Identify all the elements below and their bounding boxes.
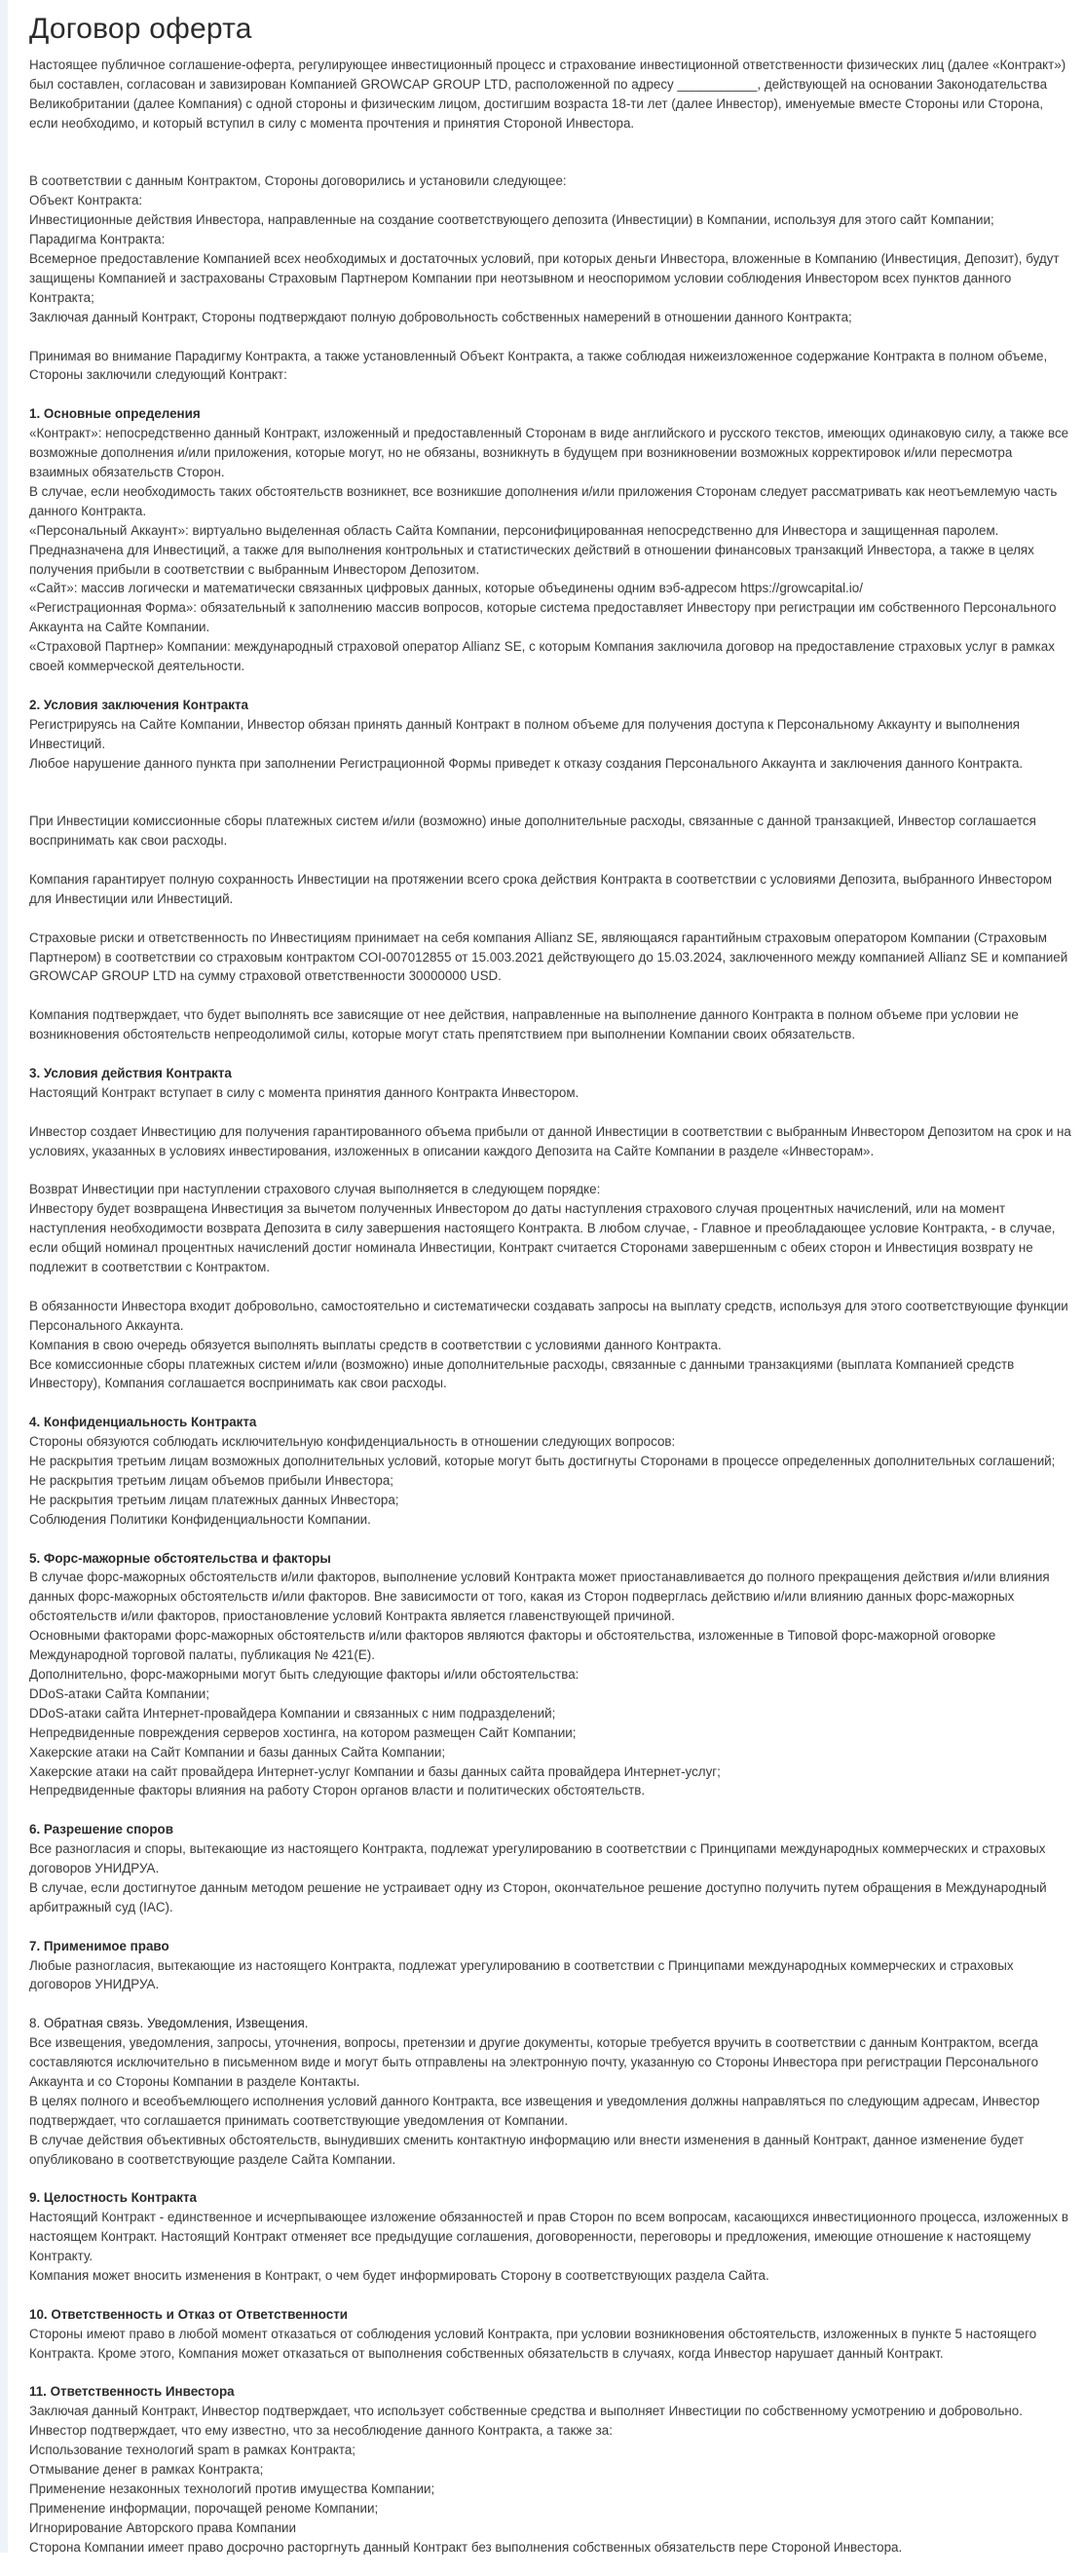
section-heading: 1. Основные определения [29, 406, 201, 422]
section-paragraph: Не раскрытия третьим лицам объемов прибыли Инвестора; [29, 1472, 394, 1488]
spacer [29, 385, 1071, 404]
section-1 [29, 404, 1071, 696]
spacer [29, 2170, 1071, 2189]
section-heading: 5. Форс-мажорные обстоятельства и факторы [29, 1550, 331, 1566]
section-heading: 8. Обратная связь. Уведомления, Извещения. [29, 2016, 309, 2031]
spacer [29, 1800, 1071, 1820]
preamble-line: В соответствии с данным Контрактом, Стороны договорились и установили следующее: [29, 173, 567, 189]
section-paragraph: Компания может вносить изменения в Контракт, о чем будет информировать Сторону в соответствующих раздела Сайта. [29, 2268, 769, 2284]
section-paragraph: Настоящий Контракт вступает в силу с момента принятия данного Контракта Инвестором. [29, 1084, 579, 1100]
section-paragraph: Все разногласия и споры, вытекающие из настоящего Контракта, подлежат урегулированию в соответствии с Принципами международных коммерческих и страховых договоров УНИДРУА. [29, 1841, 1046, 1876]
section-paragraph: Возврат Инвестиции при наступлении страхового случая выполняется в следующем порядке: [29, 1182, 601, 1197]
section-paragraph: Регистрируясь на Сайте Компании, Инвестор обязан принять данный Контракт в полном объеме для получения доступа к Персональному Аккаунту и выполнения Инвестиций. [29, 716, 1020, 751]
section-paragraph: Не раскрытия третьим лицам платежных данных Инвестора; [29, 1492, 399, 1507]
section-paragraph: Не раскрытия третьим лицам возможных дополнительных условий, которые могут быть достигнуты Сторонами в процессе определенных дополнительных соглашений; [29, 1454, 1056, 1469]
section-paragraph: DDoS-атаки сайта Интернет-провайдера Компании и связанных с ним подразделений; [29, 1705, 556, 1721]
preamble-line: Парадигма Контракта: [29, 232, 166, 247]
section-7 [29, 1937, 1071, 2015]
section-paragraph: Все комиссионные сборы платежных систем и/или (возможно) иные дополнительные расходы, связанные с данными транзакциями (выплата Компанией средств Инвестору), Компания соглашается воспринимать как свои расходы. [29, 1356, 1015, 1391]
section-heading: 10. Ответственность и Отказ от Ответственности [29, 2306, 349, 2322]
section-paragraph: Любое нарушение данного пункта при заполнении Регистрационной Формы приведет к отказу создания Персонального Аккаунта и заключения данного Контракта. [29, 755, 1024, 771]
section-paragraph: Применение незаконных технологий против имущества Компании; [29, 2481, 435, 2496]
section-8 [29, 2014, 1071, 2188]
preamble-line: Всемерное предоставление Компанией всех необходимых и достаточных условий, при которых деньги Инвестора, вложенные в Компанию (Инвестиция, Депозит), будут защищены Компанией и застрахованы Страховым Партнером Компании при неотзывном и неоспоримом условии соблюдения Инвестором всех пунктов данного Контракта; [29, 251, 1060, 305]
section-paragraph: «Страховой Партнер» Компании: международный страховой оператор Allianz SE, с которым Компания заключила договор на предоставление страховых услуг в рамках своей коммерческой деятельности. [29, 639, 1055, 674]
section-paragraph: В случае действия объективных обстоятельств, вынудивших сменить контактную информацию или внести изменения в данный Контракт, данное изменение будет опубликовано в соответствующие разделе Сайта Компании. [29, 2132, 1025, 2167]
spacer [29, 1530, 1071, 1549]
section-heading: 4. Конфиденциальность Контракта [29, 1415, 257, 1430]
section-heading: 9. Целостность Контракта [29, 2190, 197, 2206]
intro-paragraph: Настоящее публичное соглашение-оферта, регулирующее инвестиционный процесс и страхование инвестиционной ответственности физических лиц (далее «Контракт») был составлен, согласован и завизирован Компанией GROWCAP GROUP LTD, расположенной по адресу ___________, действующей на основании Законодательства Великобритании (далее Компания) с одной стороны и физическим лицом, достигшим возраста 18-ти лет (далее Инвестор), именуемые вместе Стороны или Сторона, если необходимо, и который вступил в силу с момента прочтения и принятия Стороной Инвестора. [29, 57, 1066, 131]
section-paragraph: DDoS-атаки Сайта Компании; [29, 1686, 209, 1701]
spacer [29, 133, 1071, 172]
section-paragraph: Отмывание денег в рамках Контракта; [29, 2462, 264, 2478]
section-paragraph: В целях полного и всеобъемлющего исполнения условий данного Контракта, все извещения и уведомления должны направляться по следующим адресам, Инвестор подтверждает, что соглашается принимать соответствующие уведомления от Компании. [29, 2093, 1040, 2128]
section-paragraph: При Инвестиции комиссионные сборы платежных систем и/или (возможно) иные дополнительные расходы, связанные с данной транзакцией, Инвестор соглашается воспринимать как свои расходы. [29, 814, 1036, 849]
spacer [29, 2557, 1071, 2576]
section-paragraph: «Контракт»: непосредственно данный Контракт, изложенный и предоставленный Сторонам в виде английского и русского текстов, имеющих одинаковую силу, а также все возможные дополнения и/или приложения, которые могут, но не обязаны, возникнуть в будущем при возникновении возможных корректировок и/или пересмотра взаимных обязательств Сторон. [29, 426, 1069, 479]
spacer [29, 1103, 1071, 1122]
spacer [29, 1160, 1071, 1180]
section-paragraph: Страховые риски и ответственность по Инвестициям принимает на себя компания Allianz SE, являющаяся гарантийным страховым оператором Компании (Страховым Партнером) в соответствии со страховым контрактом COI-007012855 от 15.003.2021 действующего до 15.03.2024, заключенного между компанией Allianz SE и компанией GROWCAP GROUP LTD на сумму страховой ответственности 30000000 USD. [29, 929, 1068, 984]
section-5 [29, 1549, 1071, 1821]
section-paragraph: Любые разногласия, вытекающие из настоящего Контракта, подлежат урегулированию в соответствии с Принципами международных коммерческих и страховых договоров УНИДРУА. [29, 1957, 1014, 1992]
section-paragraph: Соблюдения Политики Конфиденциальности Компании. [29, 1511, 371, 1527]
spacer [29, 1393, 1071, 1413]
section-paragraph: Хакерские атаки на сайт провайдера Интернет-услуг Компании и базы данных сайта провайдера Интернет-услуг; [29, 1763, 721, 1779]
section-paragraph: Стороны обязуются соблюдать исключительную конфиденциальность в отношении следующих вопросов: [29, 1434, 676, 1450]
section-11 [29, 2382, 1071, 2576]
section-paragraph: Стороны имеют право в любой момент отказаться от соблюдения условий Контракта, при условии возникновения обстоятельств, изложенных в пункте 5 настоящего Контракта. Кроме этого, Компания может отказаться от выполнения собственных обязательств в случаях, когда Инвестор нарушает данный Контракт. [29, 2326, 1037, 2361]
section-paragraph: Основными факторами форс-мажорных обстоятельств и/или факторов являются факторы и обстоятельства, изложенные в Типовой форс-мажорной оговорке Международной торговой палаты, публикация № 421(E). [29, 1628, 996, 1663]
spacer [29, 1917, 1071, 1937]
section-paragraph: Использование технологий spam в рамках Контракта; [29, 2443, 356, 2458]
section-paragraph: Компания гарантирует полную сохранность Инвестиции на протяжении всего срока действия Контракта в соответствии с условиями Депозита, выбранного Инвестором для Инвестиции или Инвестиций. [29, 871, 1053, 906]
offer-agreement-document [29, 0, 1071, 2576]
section-6 [29, 1820, 1071, 1936]
spacer [29, 1277, 1071, 1297]
spacer [29, 792, 1071, 812]
spacer [29, 2286, 1071, 2305]
section-paragraph: Сторона Компании имеет право досрочно расторгнуть данный Контракт без выполнения собственных обязательств пере Стороной Инвестора. [29, 2539, 903, 2555]
section-paragraph: «Регистрационная Форма»: обязательный к заполнению массив вопросов, которые система предоставляет Инвестору при регистрации им собственного Персонального Аккаунта на Сайте Компании. [29, 600, 1057, 635]
sections [29, 404, 1071, 2576]
preamble-line: Объект Контракта: [29, 193, 143, 208]
section-heading: 11. Ответственность Инвестора [29, 2384, 235, 2400]
section-paragraph: В обязанности Инвестора входит добровольно, самостоятельно и систематически создавать запросы на выплату средств, используя для этого соответствующие функции Персонального Аккаунта. [29, 1298, 1068, 1333]
section-paragraph: Компания в свою очередь обязуется выполнять выплаты средств в соответствии с условиями данного Контракта. [29, 1337, 722, 1352]
section-heading: 3. Условия действия Контракта [29, 1065, 232, 1080]
section-paragraph: Непредвиденные факторы влияния на работу Сторон органов власти и политических обстоятельств. [29, 1783, 646, 1799]
section-10 [29, 2305, 1071, 2383]
spacer [29, 1994, 1071, 2014]
spacer [29, 676, 1071, 696]
section-3 [29, 1064, 1071, 1413]
preamble-conclusion-line: Стороны заключили следующий Контракт: [29, 367, 287, 383]
section-paragraph: Инвестор подтверждает, что ему известно, что за несоблюдение данного Контракта, а также за: [29, 2423, 613, 2439]
section-2 [29, 696, 1071, 1064]
section-paragraph: Игнорирование Авторского права Компании [29, 2519, 296, 2535]
spacer [29, 2364, 1071, 2383]
section-paragraph: «Сайт»: массив логически и математически связанных цифровых данных, которые объединены одним вэб-адресом https://growcapital.io/ [29, 581, 863, 596]
section-paragraph: В случае, если необходимость таких обстоятельств возникнет, все возникшие дополнения и/или приложения Сторонам следует рассматривать как неотъемлемую часть данного Контракта. [29, 483, 1058, 518]
section-paragraph: Компания подтверждает, что будет выполнять все зависящие от нее действия, направленные на выполнение данного Контракта в полном объеме при условии не возникновения обстоятельств непреодолимой силы, которые могут стать препятствием при выполнении Компании своих обязательств. [29, 1007, 1019, 1042]
section-heading: 7. Применимое право [29, 1938, 169, 1953]
section-9 [29, 2188, 1071, 2304]
section-paragraph: Настоящий Контракт - единственное и исчерпывающее изложение обязанностей и прав Сторон по всем вопросам, касающихся инвестиционного процесса, изложенных в настоящем Контракт. Настоящий Контракт отменяет все предыдущие соглашения, договоренности, переговоры и предложения, имеющие отношение к настоящему Контракту. [29, 2210, 1068, 2264]
section-paragraph: Хакерские атаки на Сайт Компании и базы данных Сайта Компании; [29, 1744, 446, 1760]
preamble-line: Заключая данный Контракт, Стороны подтверждают полную добровольность собственных намерений в отношении данного Контракта; [29, 309, 852, 324]
page-title: Договор оферта [29, 13, 252, 45]
section-paragraph: Дополнительно, форс-мажорными могут быть следующие факторы и/или обстоятельства: [29, 1666, 579, 1682]
preamble [29, 171, 1071, 326]
section-paragraph: Заключая данный Контракт, Инвестор подтверждает, что использует собственные средства и выполняет Инвестиции по собственному усмотрению и добровольно. [29, 2404, 1023, 2419]
section-heading: 2. Условия заключения Контракта [29, 697, 248, 712]
section-paragraph: Непредвиденные повреждения серверов хостинга, на котором размещен Сайт Компании; [29, 1724, 577, 1740]
section-paragraph: Применение информации, порочащей реноме Компании; [29, 2500, 379, 2516]
section-heading: 6. Разрешение споров [29, 1822, 173, 1837]
section-paragraph: В случае, если достигнутое данным методом решение не устраивает одну из Сторон, окончательное решение доступно получить путем обращения в Международный арбитражный суд (IAC). [29, 1879, 1047, 1914]
preamble-line: Инвестиционные действия Инвестора, направленные на создание соответствующего депозита (Инвестиции) в Компании, используя для этого сайт Компании; [29, 212, 994, 228]
section-4 [29, 1413, 1071, 1548]
spacer [29, 327, 1071, 347]
spacer [29, 851, 1071, 870]
spacer [29, 909, 1071, 928]
spacer [29, 986, 1071, 1005]
preamble-conclusion-line: Принимая во внимание Парадигму Контракта, а также установленный Объект Контракта, а также соблюдая нижеизложенное содержание Контракта в полном объеме, [29, 348, 1048, 363]
section-paragraph: В случае форс-мажорных обстоятельств и/или факторов, выполнение условий Контракта может приостанавливается до полного прекращения действия и/или влияния данных форс-мажорных обстоятельств и/или факторов. Вне зависимости от того, какая из Сторон подверглась действию и/или влиянию данных форс-мажорных обстоятельств и/или факторов, приостановление условий Контракта является главенствующей причиной. [29, 1570, 1050, 1624]
spacer [29, 773, 1071, 792]
spacer [29, 1044, 1071, 1064]
left-edge-strip [0, 0, 8, 2553]
section-paragraph: Инвестору будет возвращена Инвестиция за вычетом полученных Инвестором до даты наступления страхового случая процентных начислений, или на момент наступления необходимости возврата Депозита в силу завершения настоящего Контракта. В любом случае, - Главное и преобладающее условие Контракта, - в случае, если общий номинал процентных начислений достиг номинала Инвестиции, Контракт считается Сторонами завершенным с обеих сторон и Инвестиция возврату не подлежит в соответствии с Контрактом. [29, 1201, 1056, 1274]
section-paragraph: Все извещения, уведомления, запросы, уточнения, вопросы, претензии и другие документы, которые требуется вручить в соответствии с данным Контрактом, всегда составляются исключительно в письменном виде и могут быть отправлены на электронную почту, указанную со Стороны Инвестора при регистрации Персонального Аккаунта и со Стороны Компании в разделе Контакты. [29, 2035, 1039, 2089]
section-paragraph: Инвестор создает Инвестицию для получения гарантированного объема прибыли от данной Инвестиции в соответствии с выбранным Инвестором Депозитом на срок и на условиях, указанных в условиях инвестирования, изложенных в описании каждого Депозита на Сайте Компании в разделе «Инвесторам». [29, 1123, 1071, 1158]
section-paragraph: «Персональный Аккаунт»: виртуально выделенная область Сайта Компании, персонифицированная непосредственно для Инвестора и защищенная паролем. Предназначена для Инвестиций, а также для выполнения контрольных и статистических действий в отношении финансовых транзакций Инвестора, а также в целях получения прибыли в соответствии с выбранным Инвестором Депозитом. [29, 522, 1034, 577]
preamble-conclusion [29, 347, 1071, 386]
